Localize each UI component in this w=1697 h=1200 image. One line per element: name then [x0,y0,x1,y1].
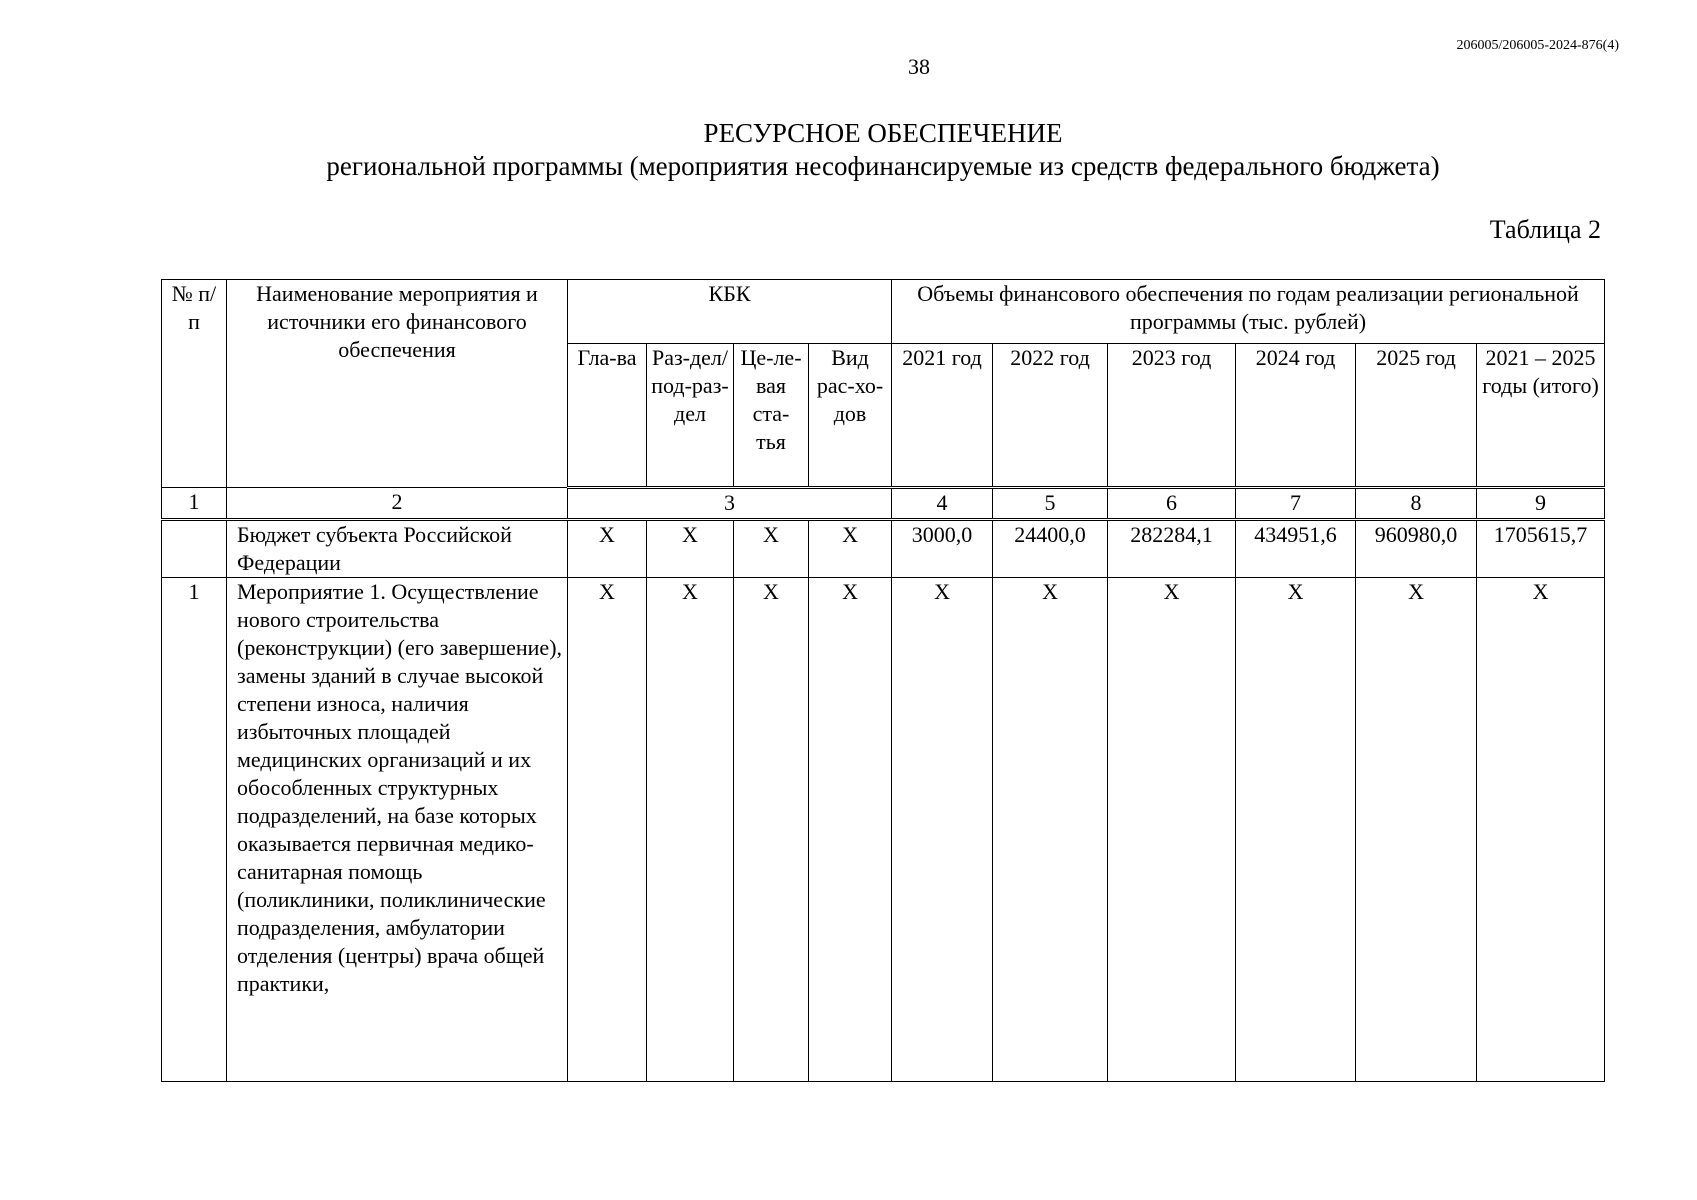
header-year-2021: 2021 год [892,344,993,488]
event1-kbk-razdel: X [647,578,734,1082]
budget-name: Бюджет субъекта Российской Федерации [227,520,568,578]
header-name: Наименование мероприятия и источники его финансового обеспечения [227,280,568,488]
col-number-3: 3 [568,488,892,520]
budget-kbk-glava: X [568,520,647,578]
col-number-9: 9 [1477,488,1605,520]
event1-num: 1 [162,578,227,1082]
event1-2024: X [1236,578,1356,1082]
resource-table [161,279,1605,1082]
header-year-total: 2021 – 2025 годы (итого) [1477,344,1605,488]
header-kbk-statya: Це-ле-вая ста-тья [734,344,809,488]
budget-2025: 960980,0 [1356,520,1477,578]
budget-2024: 434951,6 [1236,520,1356,578]
page-number: 38 [908,54,930,79]
title-line-2: региональной программы (мероприятия несофинансируемые из средств федерального бюджета) [326,151,1440,181]
header-row-1 [162,280,1605,344]
column-number-row [162,488,1605,520]
col-number-6: 6 [1108,488,1236,520]
budget-total: 1705615,7 [1477,520,1605,578]
header-num: № п/п [162,280,227,488]
budget-2023: 282284,1 [1108,520,1236,578]
budget-num [162,520,227,578]
document-number: 206005/206005-2024-876(4) [1456,38,1619,53]
table-label: Таблица 2 [1489,215,1601,244]
budget-2021: 3000,0 [892,520,993,578]
col-number-2: 2 [227,488,568,520]
col-number-8: 8 [1356,488,1477,520]
event1-kbk-vid: X [809,578,892,1082]
budget-kbk-vid: X [809,520,892,578]
event1-kbk-statya: X [734,578,809,1082]
header-year-2022: 2022 год [993,344,1108,488]
header-kbk: КБК [568,280,892,344]
header-volumes: Объемы финансового обеспечения по годам реализации региональной программы (тыс. рублей) [892,280,1605,344]
header-kbk-vid: Вид рас-хо-дов [809,344,892,488]
event1-2022: X [993,578,1108,1082]
table-row [162,520,1605,578]
document-title [0,117,1697,183]
col-number-5: 5 [993,488,1108,520]
budget-kbk-razdel: X [647,520,734,578]
header-kbk-razdel: Раз-дел/ под-раз-дел [647,344,734,488]
header-year-2025: 2025 год [1356,344,1477,488]
header-kbk-glava: Гла-ва [568,344,647,488]
col-number-1: 1 [162,488,227,520]
header-year-2023: 2023 год [1108,344,1236,488]
event1-2021: X [892,578,993,1082]
event1-2025: X [1356,578,1477,1082]
budget-2022: 24400,0 [993,520,1108,578]
header-year-2024: 2024 год [1236,344,1356,488]
event1-kbk-glava: X [568,578,647,1082]
table-row [162,578,1605,1082]
budget-kbk-statya: X [734,520,809,578]
event1-2023: X [1108,578,1236,1082]
col-number-7: 7 [1236,488,1356,520]
title-line-1: РЕСУРСНОЕ ОБЕСПЕЧЕНИЕ [703,118,1063,148]
col-number-4: 4 [892,488,993,520]
event1-name: Мероприятие 1. Осуществление нового строительства (реконструкции) (его завершение), замены зданий в случае высокой степени износа, наличия избыточных площадей медицинских организаций и их обособленных структурных подразделений, на базе которых оказывается первичная медико-санитарная помощь (поликлиники, поликлинические подразделения, амбулатории отделения (центры) врача общей практики, [227,578,568,1082]
event1-total: X [1477,578,1605,1082]
